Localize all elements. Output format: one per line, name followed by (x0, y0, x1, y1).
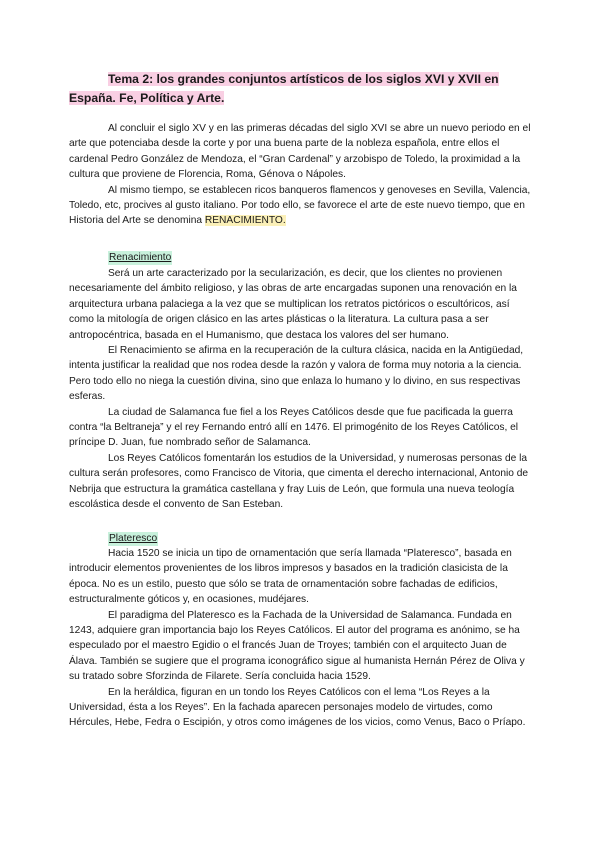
plateresco-heading: Plateresco (109, 533, 158, 544)
document-title (69, 70, 529, 108)
renacimiento-heading: Renacimiento (109, 252, 172, 263)
plateresco-section (69, 546, 531, 731)
intro-paragraph-1: Al concluir el siglo XV y en las primeras décadas del siglo XVI se abre un nuevo periodo en el arte que potenciaba desde la corte y por una buena parte de la nobleza española, entre ellos el cardenal Pedro González de Mendoza, el “Gran Cardenal” y arzobispo de Toledo, la proximidad a la cultura que proviene de Florencia, Roma, Génova o Nápoles. (69, 123, 531, 181)
intro-paragraph-2 (69, 183, 531, 229)
intro-section (69, 121, 531, 229)
renacimiento-highlight: RENACIMIENTO. (204, 215, 286, 227)
renacimiento-paragraph-4: Los Reyes Católicos fomentarán los estudios de la Universidad, y numerosas personas de la cultura serán profesores, como Francisco de Vitoria, que cimenta el derecho internacional, Antonio de Nebrija que estructura la gramática castellana y fray Luis de León, que formula una nueva teología escolástica desde el convento de San Esteban. (69, 452, 529, 511)
plateresco-paragraph-2: El paradigma del Plateresco es la Fachada de la Universidad de Salamanca. Fundada en 1243, adquiere gran importancia bajo los Reyes Católicos. El autor del programa es anónimo, se ha especulado por el maestro Egidio o el francés Juan de Troyes; también con el arquitecto Juan de Álava. También se sugiere que el programa iconográfico sigue al humanista Hernán Pérez de Oliva y su tratado sobre Sforzinda de Filarete. Sería concluida hacia 1529. (69, 609, 525, 683)
renacimiento-paragraph-3: La ciudad de Salamanca fue fiel a los Reyes Católicos desde que fue pacificada la guerra contra “la Beltraneja” y el rey Fernando entró allí en 1476. El primogénito de los Reyes Católicos, el príncipe D. Juan, fue nombrado señor de Salamanca. (69, 406, 519, 449)
renacimiento-paragraph-2: El Renacimiento se afirma en la recuperación de la cultura clásica, nacida en la Antigüedad, intenta justificar la realidad que nos rodea desde la razón y valora de forma muy notoria a la ciencia. Pero todo ello no niega la cuestión divina, sino que enlaza lo humano y lo divino, en sus respectivas esferas. (69, 345, 524, 403)
plateresco-paragraph-1: Hacia 1520 se inicia un tipo de ornamentación que sería llamada “Plateresco”, basada en introducir elementos provenientes de los libros impresos y basados en la tradición clasicista de la época. No es un estilo, puesto que sólo se trata de ornamentación sobre fachadas de edificios, estructuralmente góticos y, en ocasiones, mudéjares. (69, 548, 512, 606)
plateresco-paragraph-3: En la heráldica, figuran en un tondo los Reyes Católicos con el lema “Los Reyes a la Universidad, ésta a los Reyes”. En la fachada aparecen personajes modelo de virtudes, como Hércules, Hebe, Fedra o Escipión, y otros como imágenes de los vicios, como Venus, Baco o Príapo. (69, 686, 526, 729)
intro-paragraph-2-text: Al mismo tiempo, se establecen ricos banqueros flamencos y genoveses en Sevilla, Valencia, Toledo, etc, procives al gusto italiano. Por todo ello, se favorece el arte de este nuevo tiempo, que en Historia del Arte se denomina (69, 184, 531, 227)
renacimiento-section (69, 266, 531, 513)
title-highlight: Tema 2: los grandes conjuntos artísticos de los siglos XVI y XVII en España. Fe, Política y Arte. (69, 72, 499, 105)
renacimiento-paragraph-1: Será un arte caracterizado por la secularización, es decir, que los clientes no provienen necesariamente del ámbito religioso, y las obras de arte encargadas suponen una renovación en la arquitectura urbana palaciega a la vez que se multiplican los retratos pictóricos o escultóricos, así como la mitología de origen clásico en las artes plásticas o la literatura. La cultura pasa a ser antropocéntrica, basada en el Humanismo, que destaca los valores del ser humano. (69, 268, 517, 341)
